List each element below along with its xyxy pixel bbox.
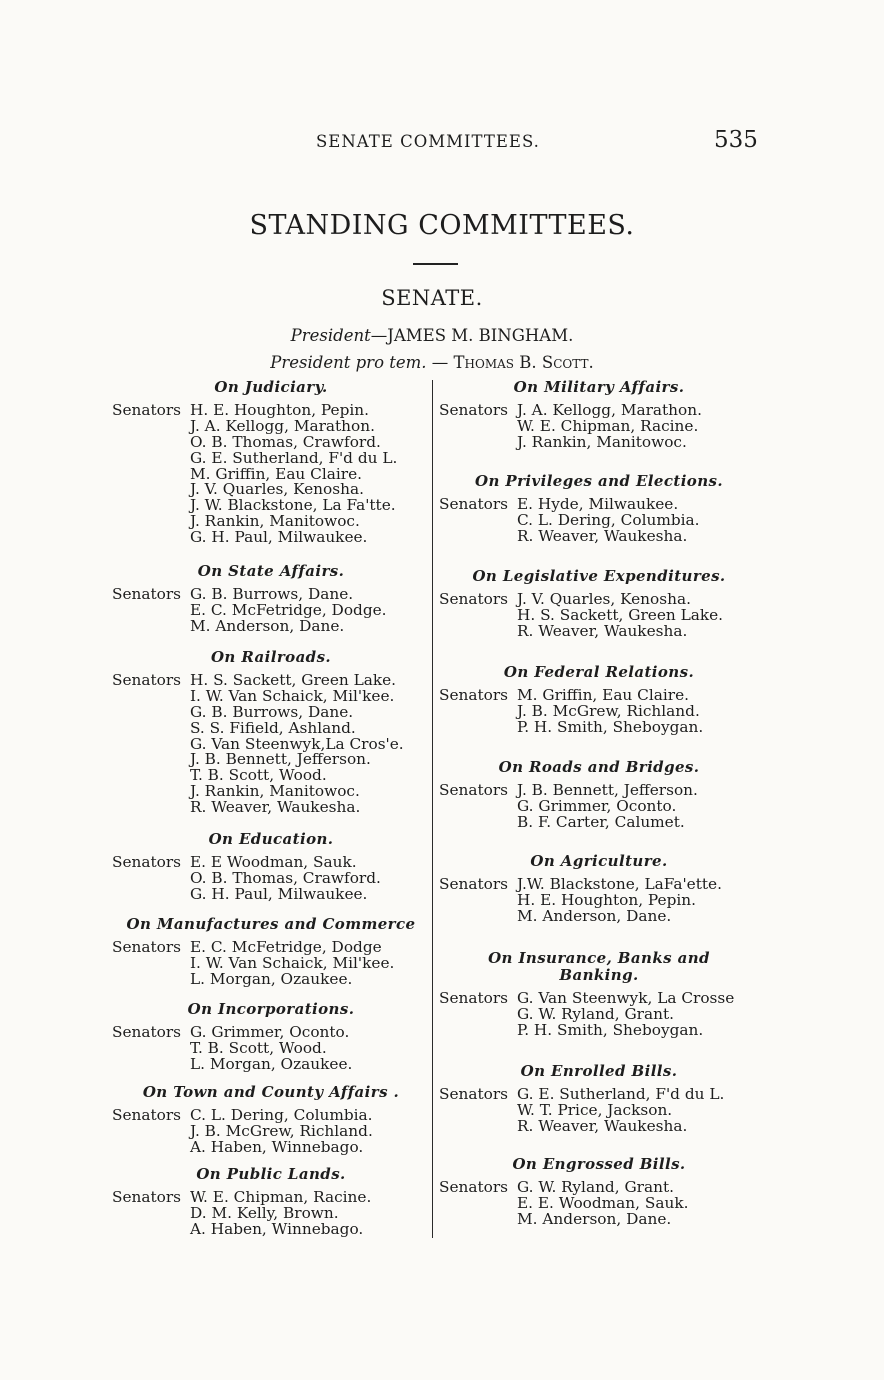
- member-entry: W. E. Chipman, Racine.: [517, 416, 699, 435]
- committee-title: On Federal Relations.: [503, 663, 695, 681]
- member-list: [439, 589, 759, 640]
- senators-label: Senators: [439, 989, 509, 1007]
- member-entry: G. B. Burrows, Dane.: [190, 702, 354, 721]
- member-entry: G. H. Paul, Milwaukee.: [190, 528, 368, 547]
- member-entry: G. Van Steenwyk,La Cros'e.: [190, 734, 404, 753]
- member-entry: L. Morgan, Ozaukee.: [190, 969, 353, 988]
- member-entry: W. E. Chipman, Racine.: [190, 1187, 372, 1206]
- committee-title: On Incorporations.: [187, 1000, 355, 1018]
- member-entry: J. A. Kellogg, Marathon.: [517, 400, 702, 419]
- member-entry: H. E. Houghton, Pepin.: [517, 890, 696, 909]
- member-entry: G. H. Paul, Milwaukee.: [190, 884, 368, 903]
- member-entry: E. Hyde, Milwaukee.: [517, 494, 679, 513]
- committee-engrossed-bills: [439, 1157, 759, 1228]
- member-list: [439, 874, 759, 925]
- member-entry: D. M. Kelly, Brown.: [190, 1203, 339, 1222]
- committee-title: On Privileges and Elections.: [475, 472, 723, 490]
- senators-label: Senators: [439, 874, 509, 893]
- running-title: SENATE COMMITTEES.: [316, 132, 540, 151]
- committee-title: On Insurance, Banks and Banking.: [488, 949, 710, 984]
- member-list: [439, 494, 759, 545]
- member-list: [439, 780, 759, 831]
- member-entry: M. Anderson, Dane.: [517, 1209, 672, 1228]
- member-entry: J. A. Kellogg, Marathon.: [190, 416, 375, 435]
- member-list: [112, 584, 430, 635]
- senators-label: Senators: [439, 589, 509, 608]
- member-list: [112, 1187, 430, 1238]
- member-entry: G. E. Sutherland, F'd du L.: [517, 1084, 725, 1103]
- member-entry: H. E. Houghton, Pepin.: [190, 400, 369, 419]
- committee-title: On Enrolled Bills.: [520, 1062, 678, 1080]
- committee-military-affairs: [439, 380, 759, 451]
- member-entry: J. Rankin, Manitowoc.: [190, 782, 360, 801]
- committee-manufactures-and-commerce: [112, 917, 430, 988]
- member-entry: G. W. Ryland, Grant.: [517, 1177, 674, 1196]
- member-entry: M. Anderson, Dane.: [190, 616, 345, 635]
- member-entry: J. B. Bennett, Jefferson.: [517, 780, 698, 799]
- committee-title: On Judiciary.: [214, 378, 328, 396]
- committee-privileges-and-elections: [439, 474, 759, 545]
- senators-label: Senators: [439, 685, 509, 704]
- page-number: 535: [714, 127, 758, 153]
- committee-railroads: [112, 650, 430, 816]
- committee-title: On Legislative Expenditures.: [472, 567, 726, 585]
- member-entry: J. Rankin, Manitowoc.: [517, 432, 687, 451]
- committee-enrolled-bills: [439, 1064, 759, 1135]
- president-pro-tem-role: President pro tem.: [270, 353, 427, 372]
- member-entry: A. Haben, Winnebago.: [190, 1219, 364, 1238]
- president-pro-tem-separator: —: [426, 353, 454, 372]
- member-entry: J. Rankin, Manitowoc.: [190, 512, 360, 531]
- column-divider: [432, 380, 433, 1238]
- member-list: [112, 937, 430, 988]
- member-entry: J. B. Bennett, Jefferson.: [190, 750, 371, 769]
- committee-town-and-county-affairs: [112, 1085, 430, 1156]
- member-entry: E. E Woodman, Sauk.: [190, 852, 357, 871]
- president-separator: —: [370, 326, 388, 345]
- member-entry: R. Weaver, Waukesha.: [517, 621, 688, 640]
- committee-public-lands: [112, 1167, 430, 1238]
- senators-label: Senators: [439, 1177, 509, 1196]
- member-list: [439, 685, 759, 736]
- committee-insurance-banks-and-banking: [439, 950, 759, 1039]
- member-entry: C. L. Dering, Columbia.: [190, 1105, 373, 1124]
- member-entry: L. Morgan, Ozaukee.: [190, 1054, 353, 1073]
- senators-label: Senators: [439, 400, 509, 419]
- member-entry: I. W. Van Schaick, Mil'kee.: [190, 686, 395, 705]
- member-entry: T. B. Scott, Wood.: [190, 766, 327, 785]
- member-entry: J. W. Blackstone, La Fa'tte.: [190, 496, 396, 515]
- member-entry: E. E. Woodman, Sauk.: [517, 1193, 689, 1212]
- committee-title: On Roads and Bridges.: [498, 758, 700, 776]
- committee-title: On Agriculture.: [530, 852, 668, 870]
- committee-roads-and-bridges: [439, 760, 759, 831]
- member-entry: A. Haben, Winnebago.: [190, 1137, 364, 1156]
- committee-title: On Military Affairs.: [513, 378, 685, 396]
- committee-title: On Manufactures and Commerce: [126, 915, 416, 933]
- member-entry: P. H. Smith, Sheboygan.: [517, 717, 704, 736]
- committee-title: On Railroads.: [210, 648, 332, 666]
- senators-label: Senators: [112, 852, 182, 871]
- member-entry: M. Griffin, Eau Claire.: [517, 685, 689, 704]
- member-entry: O. B. Thomas, Crawford.: [190, 432, 381, 451]
- member-entry: G. B. Burrows, Dane.: [190, 584, 354, 603]
- member-entry: J.W. Blackstone, LaFa'ette.: [517, 874, 722, 893]
- member-entry: H. S. Sackett, Green Lake.: [517, 605, 724, 624]
- member-entry: E. C. McFetridge, Dodge: [190, 937, 382, 956]
- committee-legislative-expenditures: [439, 569, 759, 640]
- president-line: [0, 326, 864, 345]
- committee-title: On Engrossed Bills.: [512, 1155, 686, 1173]
- member-list: [112, 852, 430, 903]
- member-list: [112, 1022, 430, 1073]
- member-entry: J. B. McGrew, Richland.: [517, 701, 700, 720]
- committee-title: On Public Lands.: [196, 1165, 346, 1183]
- member-entry: O. B. Thomas, Crawford.: [190, 868, 381, 887]
- member-entry: R. Weaver, Waukesha.: [517, 526, 688, 545]
- member-entry: J. B. McGrew, Richland.: [190, 1121, 373, 1140]
- member-list: [439, 991, 759, 1039]
- committee-title: On State Affairs.: [197, 562, 345, 580]
- member-entry: W. T. Price, Jackson.: [517, 1100, 673, 1119]
- member-entry: J. V. Quarles, Kenosha.: [517, 589, 691, 608]
- member-list: [112, 1105, 430, 1156]
- member-entry: P. H. Smith, Sheboygan.: [517, 1020, 704, 1039]
- page-title: STANDING COMMITTEES.: [249, 210, 635, 241]
- committee-education: [112, 832, 430, 903]
- member-entry: G. Grimmer, Oconto.: [190, 1022, 350, 1041]
- member-entry: G. E. Sutherland, F'd du L.: [190, 448, 398, 467]
- senators-label: Senators: [439, 780, 509, 799]
- senators-label: Senators: [112, 400, 182, 419]
- committee-title: On Education.: [208, 830, 334, 848]
- member-entry: J. V. Quarles, Kenosha.: [190, 480, 364, 499]
- member-entry: I. W. Van Schaick, Mil'kee.: [190, 953, 395, 972]
- member-list: [439, 400, 759, 451]
- senators-label: Senators: [112, 584, 182, 603]
- member-entry: G. Van Steenwyk, La Crosse: [517, 989, 735, 1007]
- member-entry: B. F. Carter, Calumet.: [517, 812, 685, 831]
- member-entry: C. L. Dering, Columbia.: [517, 510, 700, 529]
- member-list: [112, 670, 430, 817]
- member-list: [439, 1177, 759, 1228]
- member-entry: G. Grimmer, Oconto.: [517, 796, 677, 815]
- member-entry: R. Weaver, Waukesha.: [517, 1116, 688, 1135]
- member-entry: M. Griffin, Eau Claire.: [190, 464, 362, 483]
- running-head: [0, 127, 884, 156]
- committee-incorporations: [112, 1002, 430, 1073]
- senators-label: Senators: [112, 1022, 182, 1041]
- committee-state-affairs: [112, 564, 430, 635]
- title-rule: [413, 263, 458, 265]
- president-role: President: [290, 326, 371, 345]
- member-list: [112, 400, 430, 547]
- committee-federal-relations: [439, 665, 759, 736]
- member-entry: T. B. Scott, Wood.: [190, 1038, 327, 1057]
- member-list: [439, 1084, 759, 1135]
- member-entry: S. S. Fifield, Ashland.: [190, 718, 356, 737]
- member-entry: M. Anderson, Dane.: [517, 906, 672, 925]
- committee-judiciary: [112, 380, 430, 546]
- member-entry: R. Weaver, Waukesha.: [190, 798, 361, 817]
- senators-label: Senators: [439, 494, 509, 513]
- committee-agriculture: [439, 854, 759, 925]
- president-name: JAMES M. BINGHAM.: [387, 326, 574, 345]
- member-entry: H. S. Sackett, Green Lake.: [190, 670, 397, 689]
- senators-label: Senators: [439, 1084, 509, 1103]
- section-title: SENATE.: [381, 286, 483, 310]
- senators-label: Senators: [112, 1105, 182, 1124]
- president-pro-tem-name: Thomas B. Scott.: [453, 353, 594, 372]
- member-entry: E. C. McFetridge, Dodge.: [190, 600, 387, 619]
- senators-label: Senators: [112, 1187, 182, 1206]
- senators-label: Senators: [112, 937, 182, 956]
- senators-label: Senators: [112, 670, 182, 689]
- president-pro-tem-line: [0, 353, 864, 372]
- committee-title: On Town and County Affairs .: [142, 1083, 400, 1101]
- member-entry: G. W. Ryland, Grant.: [517, 1004, 674, 1023]
